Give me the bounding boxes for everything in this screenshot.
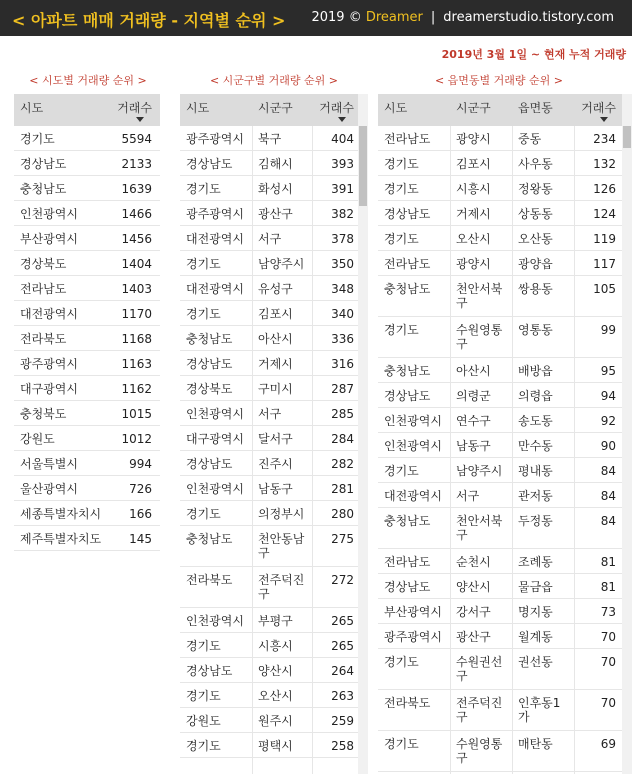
table-cell: 92 [600, 414, 616, 428]
table-row[interactable] [180, 276, 358, 301]
table-cell: 충청남도 [186, 532, 233, 546]
table-cell: 의령읍 [518, 389, 553, 403]
table-cell: 수원영통구 [456, 737, 503, 765]
table-cell: 매탄동 [518, 737, 553, 751]
table-row[interactable] [180, 451, 358, 476]
table-cell: 시흥시 [456, 182, 491, 196]
table-cell: 달서구 [258, 432, 293, 446]
table-cell: 정왕동 [518, 182, 553, 196]
table-cell: 충청남도 [384, 282, 431, 296]
table-cell: 광산구 [456, 630, 491, 644]
table-cell: 광양읍 [518, 257, 553, 271]
table-cell: 의령군 [456, 389, 491, 403]
sigungu-scrollbar[interactable] [358, 94, 368, 774]
table-cell: 김해시 [258, 157, 293, 171]
table-cell: 세종특별자치시 [20, 507, 102, 521]
table-cell: 282 [331, 457, 354, 471]
table-row[interactable] [378, 408, 622, 433]
table-cell: 경상남도 [186, 664, 233, 678]
table-cell: 265 [331, 639, 354, 653]
table-cell: 거제시 [258, 357, 293, 371]
table-row[interactable] [180, 376, 358, 401]
table-cell: 배방읍 [518, 364, 553, 378]
table-cell: 994 [129, 457, 152, 471]
table-cell: 경상남도 [186, 157, 233, 171]
table-cell: 272 [331, 573, 354, 587]
table-cell: 70 [600, 655, 616, 669]
table-row[interactable] [378, 483, 622, 508]
site-link[interactable]: dreamerstudio.tistory.com [443, 10, 614, 25]
table-cell: 평내동 [518, 464, 553, 478]
table-cell: 132 [593, 157, 616, 171]
table-cell: 김포시 [456, 157, 491, 171]
table-row[interactable] [378, 176, 622, 201]
table-cell: 경기도 [186, 507, 221, 521]
table-cell: 73 [600, 605, 616, 619]
table-cell: 천안동남구 [258, 532, 305, 560]
table-cell: 북구 [258, 132, 282, 146]
table-cell: 285 [331, 407, 354, 421]
table-cell: 충청남도 [186, 332, 233, 346]
table-cell: 영통동 [518, 323, 553, 337]
table-row[interactable] [180, 426, 358, 451]
copyright-year: 2019 [311, 10, 345, 25]
table-cell: 81 [600, 580, 616, 594]
table-cell: 404 [331, 132, 354, 146]
table-cell: 아산시 [258, 332, 293, 346]
table-cell: 오산시 [456, 232, 491, 246]
eupmyeondong-table [378, 94, 622, 774]
table-cell: 사우동 [518, 157, 553, 171]
table-cell: 5594 [121, 132, 152, 146]
table-cell: 1163 [121, 357, 152, 371]
table-cell: 대구광역시 [186, 432, 244, 446]
table-cell: 인천광역시 [20, 207, 78, 221]
table-cell: 70 [600, 630, 616, 644]
table-cell: 의정부시 [258, 507, 305, 521]
table-cell: 70 [600, 696, 616, 710]
copyright-symbol: © [348, 10, 362, 25]
date-range-caption: 2019년 3월 1일 ~ 현재 누적 거래량 [441, 48, 626, 61]
table-cell: 대전광역시 [186, 232, 244, 246]
table-cell: 쌍용동 [518, 282, 553, 296]
table-row[interactable] [14, 501, 160, 526]
table-cell: 348 [331, 282, 354, 296]
table-cell: 남동구 [456, 439, 491, 453]
table-cell: 전라남도 [384, 132, 431, 146]
table-cell: 인천광역시 [186, 407, 244, 421]
sort-desc-icon[interactable] [600, 117, 608, 122]
table-row[interactable] [14, 351, 160, 376]
table-cell: 전라남도 [384, 257, 431, 271]
table-cell: 95 [600, 364, 616, 378]
table-cell: 광산구 [258, 207, 293, 221]
table-row[interactable] [378, 358, 622, 383]
table-row[interactable] [378, 649, 622, 690]
table-cell: 화성시 [258, 182, 293, 196]
table-cell: 경상남도 [384, 389, 431, 403]
table-cell: 350 [331, 257, 354, 271]
table-header [378, 94, 622, 126]
table-cell: 275 [331, 532, 354, 546]
table-cell: 순천시 [456, 555, 491, 569]
table-cell: 경기도 [186, 307, 221, 321]
table-cell: 강서구 [456, 605, 491, 619]
table-cell: 391 [331, 182, 354, 196]
table-cell: 259 [331, 714, 354, 728]
sort-desc-icon[interactable] [338, 117, 346, 122]
table-row[interactable] [378, 690, 622, 731]
table-cell: 1015 [121, 407, 152, 421]
table-cell: 90 [600, 439, 616, 453]
table-cell: 전라북도 [20, 332, 67, 346]
table-cell: 1639 [121, 182, 152, 196]
column-header[interactable]: 읍면동 [518, 101, 553, 115]
table-row[interactable] [180, 251, 358, 276]
column-header[interactable]: 시도 [186, 101, 210, 115]
header-credits [311, 10, 614, 25]
table-cell: 전라남도 [20, 282, 67, 296]
table-cell: 두정동 [518, 514, 553, 528]
table-row[interactable] [378, 126, 622, 151]
brand-name: Dreamer [365, 10, 423, 25]
table-cell: 만수동 [518, 439, 553, 453]
table-cell: 수원권선구 [456, 655, 503, 683]
table-cell: 인후동1가 [518, 696, 561, 724]
table-cell: 전라남도 [384, 555, 431, 569]
table-row[interactable] [180, 608, 358, 633]
table-cell: 대전광역시 [384, 489, 442, 503]
table-cell: 충청남도 [384, 364, 431, 378]
table-row[interactable] [14, 201, 160, 226]
table-cell: 서구 [258, 232, 282, 246]
table-cell: 393 [331, 157, 354, 171]
table-row[interactable] [180, 401, 358, 426]
table-cell: 124 [593, 207, 616, 221]
panel-title-sigungu: < 시군구별 거래량 순위 > [209, 74, 339, 87]
table-cell: 경상남도 [186, 357, 233, 371]
table-cell: 382 [331, 207, 354, 221]
table-cell: 경기도 [384, 464, 419, 478]
table-row[interactable] [14, 426, 160, 451]
table-cell: 1170 [121, 307, 152, 321]
table-cell: 조례동 [518, 555, 553, 569]
table-cell: 진주시 [258, 457, 293, 471]
table-row[interactable] [378, 317, 622, 358]
sido-table [14, 94, 160, 774]
table-cell: 1162 [121, 382, 152, 396]
table-cell: 126 [593, 182, 616, 196]
table-row[interactable] [14, 301, 160, 326]
page-title: < 아파트 매매 거래량 - 지역별 순위 > [12, 11, 286, 30]
table-row[interactable] [180, 301, 358, 326]
table-cell: 인천광역시 [384, 414, 442, 428]
table-row[interactable] [180, 176, 358, 201]
table-cell: 전주덕진구 [258, 573, 305, 601]
table-cell: 부산광역시 [20, 232, 78, 246]
table-cell: 아산시 [456, 364, 491, 378]
table-cell: 94 [600, 389, 616, 403]
table-row[interactable] [180, 201, 358, 226]
table-body [14, 126, 160, 774]
table-cell: 시흥시 [258, 639, 293, 653]
table-cell: 117 [593, 257, 616, 271]
table-cell: 천안서북구 [456, 514, 503, 542]
table-cell: 오산동 [518, 232, 553, 246]
table-cell: 경기도 [20, 132, 55, 146]
table-row[interactable] [180, 683, 358, 708]
table-cell: 서울특별시 [20, 457, 78, 471]
table-row[interactable] [14, 151, 160, 176]
table-cell: 양산시 [258, 664, 293, 678]
column-header[interactable]: 시군구 [258, 101, 293, 115]
table-cell: 726 [129, 482, 152, 496]
table-cell: 연수구 [456, 414, 491, 428]
table-cell: 김포시 [258, 307, 293, 321]
table-cell: 경기도 [384, 182, 419, 196]
table-cell: 원주시 [258, 714, 293, 728]
table-body [378, 126, 622, 774]
table-cell: 경상북도 [186, 382, 233, 396]
table-cell: 1403 [121, 282, 152, 296]
table-row[interactable] [14, 526, 160, 551]
table-cell: 경기도 [186, 182, 221, 196]
table-body [180, 126, 358, 774]
app-header [0, 0, 632, 36]
sigungu-scroll-thumb[interactable] [359, 126, 367, 206]
table-header [14, 94, 160, 126]
table-row[interactable] [180, 501, 358, 526]
table-cell: 양산시 [456, 580, 491, 594]
table-header [180, 94, 358, 126]
table-cell: 166 [129, 507, 152, 521]
table-row[interactable] [378, 574, 622, 599]
table-cell: 명지동 [518, 605, 553, 619]
table-cell: 84 [600, 489, 616, 503]
table-row[interactable] [378, 151, 622, 176]
table-cell: 99 [600, 323, 616, 337]
panel-title-eupmyeondong: < 읍면동별 거래량 순위 > [434, 74, 564, 87]
table-cell: 남양주시 [258, 257, 305, 271]
column-header[interactable]: 거래수 [581, 101, 616, 115]
table-cell: 수원영통구 [456, 323, 503, 351]
table-row[interactable] [180, 476, 358, 501]
sigungu-table [180, 94, 358, 774]
table-cell: 234 [593, 132, 616, 146]
table-cell: 경기도 [384, 737, 419, 751]
table-row[interactable] [14, 401, 160, 426]
table-row[interactable] [378, 731, 622, 772]
table-cell: 관저동 [518, 489, 553, 503]
table-cell: 충청남도 [384, 514, 431, 528]
table-cell: 경상남도 [186, 457, 233, 471]
column-header[interactable]: 시도 [20, 101, 44, 115]
table-cell: 1456 [121, 232, 152, 246]
eupmyeondong-scrollbar[interactable] [622, 94, 632, 774]
eupmyeondong-scroll-thumb[interactable] [623, 126, 631, 148]
table-cell: 전라북도 [384, 696, 431, 710]
header-divider: | [430, 10, 436, 25]
table-cell: 남양주시 [456, 464, 503, 478]
table-row[interactable] [14, 176, 160, 201]
table-cell: 1404 [121, 257, 152, 271]
table-cell: 1168 [121, 332, 152, 346]
table-cell: 84 [600, 464, 616, 478]
table-cell: 유성구 [258, 282, 293, 296]
table-cell: 265 [331, 614, 354, 628]
table-row[interactable] [14, 126, 160, 151]
table-row[interactable] [14, 251, 160, 276]
table-cell: 인천광역시 [186, 482, 244, 496]
sort-desc-icon[interactable] [136, 117, 144, 122]
table-row[interactable] [180, 733, 358, 758]
table-cell: 경기도 [384, 655, 419, 669]
table-cell: 강원도 [186, 714, 221, 728]
table-cell: 378 [331, 232, 354, 246]
table-cell: 서구 [456, 489, 480, 503]
table-row[interactable] [180, 708, 358, 733]
table-cell: 경기도 [384, 157, 419, 171]
table-cell: 광주광역시 [186, 132, 244, 146]
table-cell: 258 [331, 739, 354, 753]
table-cell: 오산시 [258, 689, 293, 703]
table-row[interactable] [378, 276, 622, 317]
table-cell: 263 [331, 689, 354, 703]
table-cell: 인천광역시 [186, 614, 244, 628]
table-row[interactable] [14, 326, 160, 351]
table-cell: 2133 [121, 157, 152, 171]
column-header[interactable]: 거래수 [117, 101, 152, 115]
table-row[interactable] [378, 433, 622, 458]
table-cell: 천안서북구 [456, 282, 503, 310]
table-cell: 광주광역시 [20, 357, 78, 371]
table-cell: 울산광역시 [20, 482, 78, 496]
table-row[interactable] [14, 476, 160, 501]
table-cell: 강원도 [20, 432, 55, 446]
table-cell: 인천광역시 [384, 439, 442, 453]
table-cell: 거제시 [456, 207, 491, 221]
table-cell: 구미시 [258, 382, 293, 396]
table-cell: 중동 [518, 132, 542, 146]
table-row[interactable] [14, 276, 160, 301]
table-cell: 경상북도 [20, 257, 67, 271]
table-cell: 송도동 [518, 414, 553, 428]
table-cell: 대구광역시 [20, 382, 78, 396]
table-cell: 경상남도 [384, 207, 431, 221]
table-row[interactable] [180, 126, 358, 151]
table-cell: 336 [331, 332, 354, 346]
table-cell: 281 [331, 482, 354, 496]
table-row[interactable] [378, 599, 622, 624]
table-cell: 69 [600, 737, 616, 751]
table-cell: 부산광역시 [384, 605, 442, 619]
table-cell: 280 [331, 507, 354, 521]
table-cell: 1012 [121, 432, 152, 446]
table-cell: 대전광역시 [20, 307, 78, 321]
column-header[interactable]: 거래수 [319, 101, 354, 115]
table-cell: 145 [129, 532, 152, 546]
table-row[interactable] [180, 226, 358, 251]
table-cell: 경상남도 [20, 157, 67, 171]
table-cell: 81 [600, 555, 616, 569]
table-cell: 경기도 [384, 232, 419, 246]
table-cell: 물금읍 [518, 580, 553, 594]
table-cell: 평택시 [258, 739, 293, 753]
table-cell: 충청북도 [20, 407, 67, 421]
table-row[interactable] [378, 458, 622, 483]
table-cell: 316 [331, 357, 354, 371]
column-header[interactable]: 시군구 [456, 101, 491, 115]
table-cell: 전주덕진구 [456, 696, 503, 724]
table-cell: 340 [331, 307, 354, 321]
table-cell: 264 [331, 664, 354, 678]
table-row[interactable] [378, 383, 622, 408]
table-cell: 상동동 [518, 207, 553, 221]
table-row[interactable] [14, 226, 160, 251]
table-cell: 경기도 [186, 689, 221, 703]
table-cell: 경기도 [186, 739, 221, 753]
table-row[interactable] [378, 226, 622, 251]
table-cell: 경상남도 [384, 580, 431, 594]
table-cell: 119 [593, 232, 616, 246]
table-row[interactable] [14, 451, 160, 476]
table-cell: 경기도 [384, 323, 419, 337]
table-cell: 광주광역시 [384, 630, 442, 644]
table-row[interactable] [378, 251, 622, 276]
table-row[interactable] [180, 326, 358, 351]
table-row[interactable] [180, 526, 358, 567]
table-row[interactable] [180, 567, 358, 608]
table-cell: 경기도 [186, 639, 221, 653]
table-row[interactable] [180, 151, 358, 176]
table-row[interactable] [378, 624, 622, 649]
table-cell: 전라북도 [186, 573, 233, 587]
table-row[interactable] [14, 376, 160, 401]
table-cell: 84 [600, 514, 616, 528]
table-cell: 충청남도 [20, 182, 67, 196]
table-cell: 광양시 [456, 257, 491, 271]
table-cell: 부평구 [258, 614, 293, 628]
table-cell: 서구 [258, 407, 282, 421]
table-cell: 105 [593, 282, 616, 296]
table-cell: 제주특별자치도 [20, 532, 102, 546]
table-cell: 권선동 [518, 655, 553, 669]
table-row[interactable] [180, 351, 358, 376]
table-cell: 대전광역시 [186, 282, 244, 296]
table-cell: 1466 [121, 207, 152, 221]
table-cell: 287 [331, 382, 354, 396]
table-row[interactable] [180, 633, 358, 658]
table-cell: 월계동 [518, 630, 553, 644]
table-row[interactable] [378, 549, 622, 574]
table-row[interactable] [378, 508, 622, 549]
table-cell: 284 [331, 432, 354, 446]
panel-title-sido: < 시도별 거래량 순위 > [29, 74, 147, 87]
table-cell: 광양시 [456, 132, 491, 146]
table-row[interactable] [180, 658, 358, 683]
column-header[interactable]: 시도 [384, 101, 408, 115]
table-cell: 남동구 [258, 482, 293, 496]
table-row[interactable] [378, 201, 622, 226]
table-cell: 광주광역시 [186, 207, 244, 221]
table-cell: 경기도 [186, 257, 221, 271]
